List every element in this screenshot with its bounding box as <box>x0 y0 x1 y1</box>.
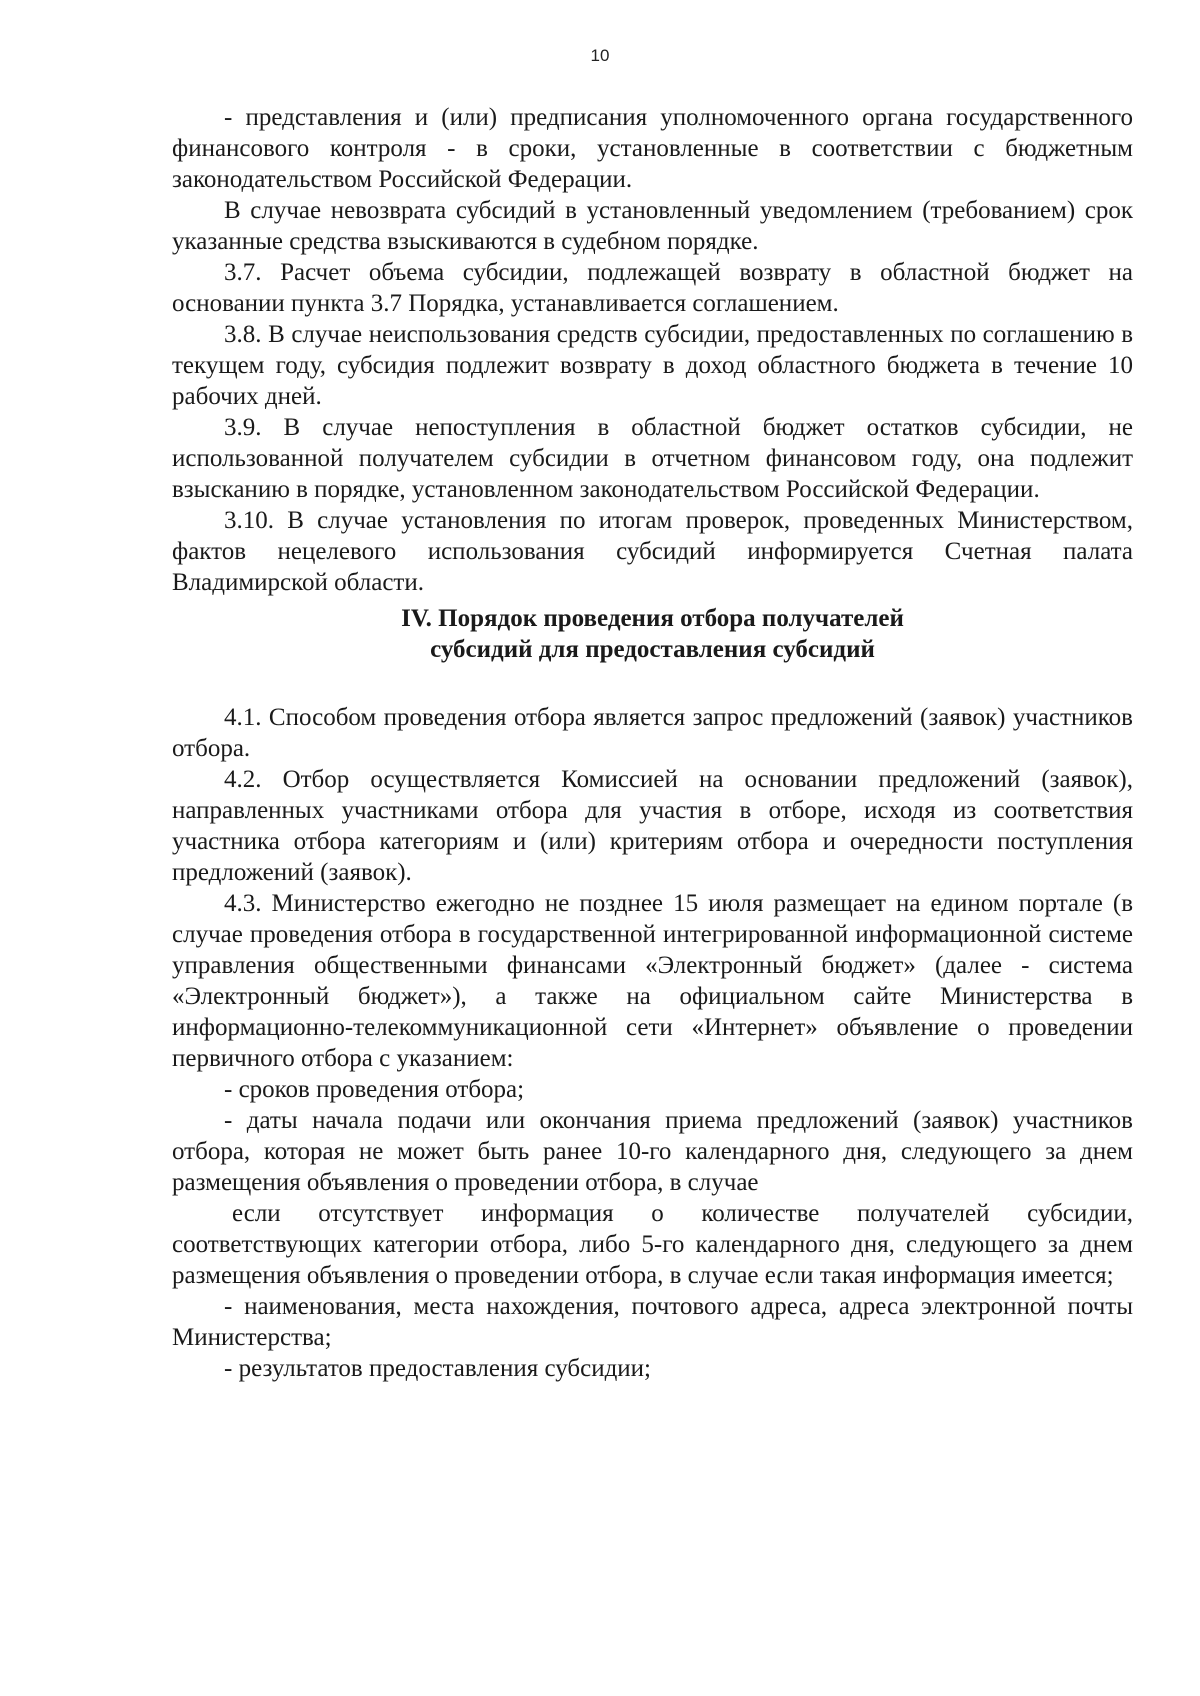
list-item-application-dates: - даты начала подачи или окончания приема предложений (заявок) участников отбора, которая не может быть ранее 10-го календарного дня, следующего за днем размещения объявления о проведении отбора, в случае <box>172 1107 1133 1196</box>
document-body <box>172 102 1133 1384</box>
paragraph-4-1: 4.1. Способом проведения отбора является запрос предложений (заявок) участников отбора. <box>172 704 1133 762</box>
section-heading-line-1: IV. Порядок проведения отбора получателей <box>401 605 904 632</box>
list-item-selection-terms: - сроков проведения отбора; <box>224 1076 525 1103</box>
list-item-ministry-contacts: - наименования, места нахождения, почтового адреса, адреса электронной почты Министерства; <box>172 1293 1133 1351</box>
paragraph-nonreturn: В случае невозврата субсидий в установленный уведомлением (требованием) срок указанные средства взыскиваются в судебном порядке. <box>172 197 1133 255</box>
section-heading-line-2: субсидий для предоставления субсидий <box>430 636 875 663</box>
paragraph-3-9: 3.9. В случае непоступления в областной бюджет остатков субсидии, не использованной получателем субсидии в отчетном финансовом году, она подлежит взысканию в порядке, установленном законодательством Российской Федерации. <box>172 414 1133 503</box>
paragraph-4-2: 4.2. Отбор осуществляется Комиссией на основании предложений (заявок), направленных участниками отбора для участия в отборе, исходя из соответствия участника отбора категориям и (или) критериям отбора и очередности поступления предложений (заявок). <box>172 766 1133 886</box>
paragraph-4-3: 4.3. Министерство ежегодно не позднее 15 июля размещает на едином портале (в случае проведения отбора в государственной интегрированной информационной системе управления общественными финансами «Электронный бюджет» (далее - система «Электронный бюджет»), а также на официальном сайте Министерства в информационно-телекоммуникационной сети «Интернет» объявление о проведении первичного отбора с указанием: <box>172 890 1133 1072</box>
paragraph-audit-deadline: - представления и (или) предписания уполномоченного органа государственного финансового контроля - в сроки, установленные в соответствии с бюджетным законодательством Российской Федерации. <box>172 104 1133 193</box>
paragraph-3-8: 3.8. В случае неиспользования средств субсидии, предоставленных по соглашению в текущем году, субсидия подлежит возврату в доход областного бюджета в течение 10 рабочих дней. <box>172 321 1133 410</box>
page-number: 10 <box>590 46 610 65</box>
paragraph-3-10: 3.10. В случае установления по итогам проверок, проведенных Министерством, фактов нецелевого использования субсидий информируется Счетная палата Владимирской области. <box>172 507 1133 596</box>
paragraph-application-dates-continued: если отсутствует информация о количестве получателей субсидии, соответствующих категории отбора, либо 5-го календарного дня, следующего за днем размещения объявления о проведении отбора, в случае если такая информация имеется; <box>172 1200 1133 1289</box>
section-heading <box>172 603 1133 665</box>
paragraph-3-7: 3.7. Расчет объема субсидии, подлежащей возврату в областной бюджет на основании пункта 3.7 Порядка, устанавливается соглашением. <box>172 259 1133 317</box>
list-item-subsidy-results: - результатов предоставления субсидии; <box>224 1355 652 1382</box>
